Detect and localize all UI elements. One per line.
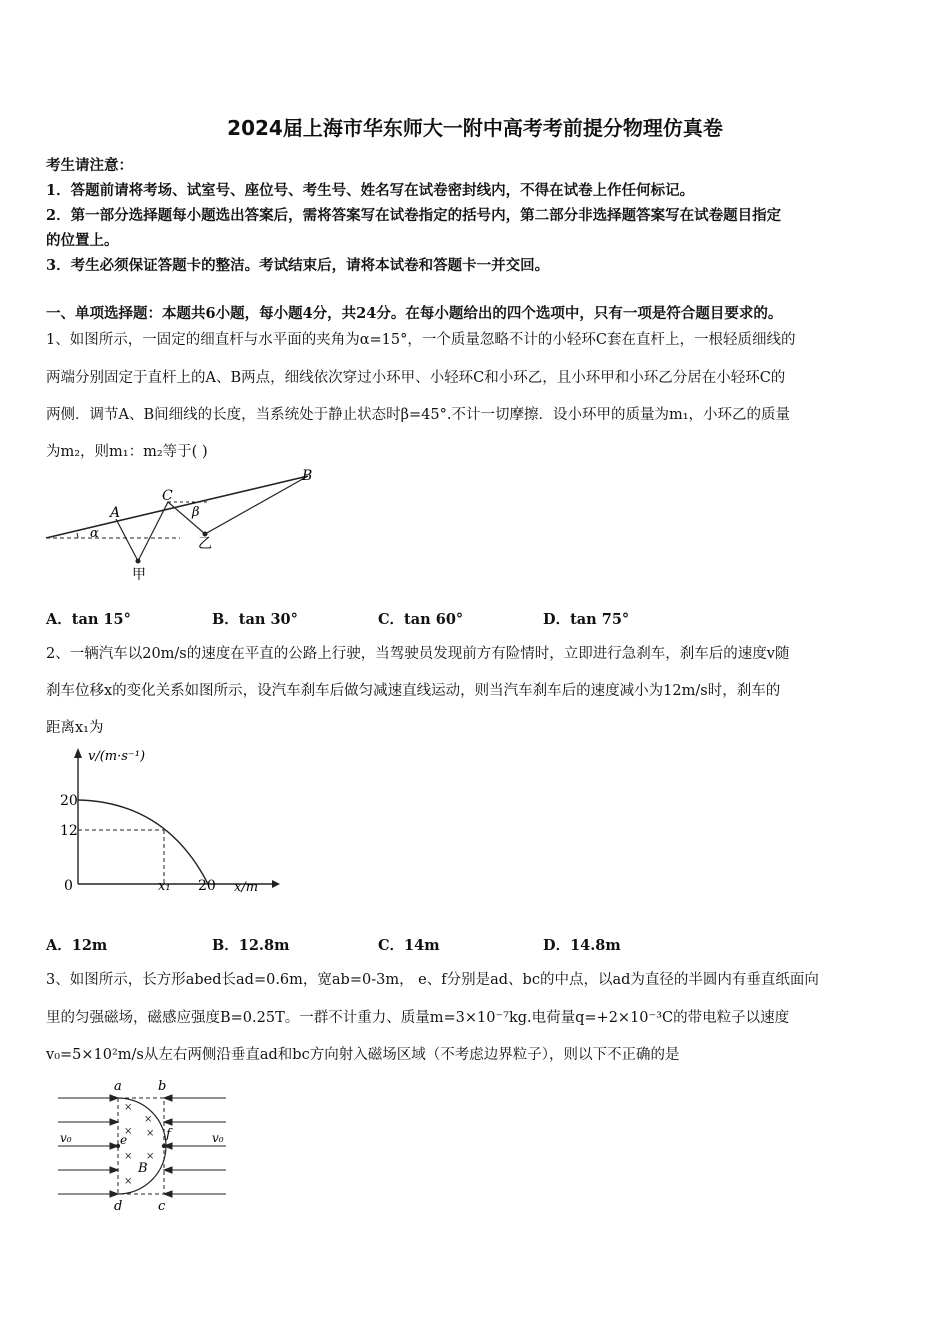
q3-label-d: d bbox=[114, 1199, 123, 1214]
q1-option-c[interactable]: C．tan 60° bbox=[378, 611, 464, 628]
q3-line-2: 里的匀强磁场，磁感应强度B=0.25T。一群不计重力、质量m=3×10⁻⁷kg.电荷量q=+2×10⁻³C的带电粒子以速度 bbox=[46, 1010, 790, 1026]
svg-text:×: × bbox=[144, 1114, 153, 1125]
q1-figure bbox=[40, 462, 330, 587]
q1-string bbox=[116, 476, 308, 561]
q1-label-alpha: α bbox=[90, 526, 99, 541]
q3-label-v0-right: v₀ bbox=[212, 1131, 224, 1145]
q1-option-a[interactable]: A．tan 15° bbox=[46, 611, 131, 628]
q1-label-a: A bbox=[110, 505, 121, 521]
q2-ylabel: v/(m·s⁻¹) bbox=[88, 749, 146, 764]
q3-line-1: 3、如图所示，长方形abed长ad=0.6m，宽ab=0-3m， e、f分别是ad、bc的中点，以ad为直径的半圆内有垂直纸面向 bbox=[46, 972, 819, 988]
q3-label-field-b: B bbox=[138, 1161, 148, 1176]
q1-label-beta: β bbox=[192, 505, 200, 520]
q3-left-beams bbox=[58, 1095, 118, 1197]
q3-label-b: b bbox=[158, 1079, 167, 1094]
q1-label-yi: 乙 bbox=[198, 536, 212, 552]
section-heading: 一、单项选择题：本题共6小题，每小题4分，共24分。在每小题给出的四个选项中，只有一项是符合题目要求的。 bbox=[46, 305, 783, 322]
q1-line-3: 两侧．调节A、B间细线的长度，当系统处于静止状态时β=45°.不计一切摩擦．设小环甲的质量为m₁，小环乙的质量 bbox=[46, 407, 791, 423]
svg-text:×: × bbox=[124, 1151, 133, 1162]
q1-rod bbox=[46, 476, 308, 538]
q3-label-f: f bbox=[166, 1127, 171, 1142]
q2-line-2: 刹车位移x的变化关系如图所示，设汽车刹车后做匀减速直线运动，则当汽车刹车后的速度减小为12m/s时，刹车的 bbox=[46, 683, 781, 699]
q2-tick-x20: 20 bbox=[198, 878, 216, 894]
notice-item-2: 2．第一部分选择题每小题选出答案后，需将答案写在试卷指定的括号内，第二部分非选择题答案写在试卷题目指定 bbox=[46, 207, 782, 224]
q2-xlabel: x/m bbox=[234, 880, 259, 895]
q3-label-c: c bbox=[158, 1199, 166, 1214]
q2-option-b[interactable]: B．12.8m bbox=[212, 937, 290, 954]
q1-option-d[interactable]: D．tan 75° bbox=[543, 611, 630, 628]
notice-item-1: 1．答题前请将考场、试室号、座位号、考生号、姓名写在试卷密封线内，不得在试卷上作任何标记。 bbox=[46, 182, 695, 199]
svg-text:×: × bbox=[124, 1126, 133, 1137]
svg-text:×: × bbox=[124, 1102, 133, 1113]
q3-label-e: e bbox=[120, 1133, 128, 1147]
notice-item-3: 3．考生必须保证答题卡的整洁。考试结束后，请将本试卷和答题卡一并交回。 bbox=[46, 257, 550, 274]
q2-tick-y20: 20 bbox=[60, 793, 78, 809]
svg-text:×: × bbox=[146, 1128, 155, 1139]
svg-text:×: × bbox=[146, 1151, 155, 1162]
q3-right-beams bbox=[164, 1095, 226, 1197]
q1-line-1: 1、如图所示，一固定的细直杆与水平面的夹角为α=15°，一个质量忽略不计的小轻环C套在直杆上，一根轻质细线的 bbox=[46, 332, 796, 348]
q2-line-1: 2、一辆汽车以20m/s的速度在平直的公路上行驶，当驾驶员发现前方有险情时，立即进行急刹车，刹车后的速度v随 bbox=[46, 646, 790, 662]
notice-heading: 考生请注意： bbox=[46, 157, 133, 174]
q2-tick-x1: x₁ bbox=[158, 879, 171, 894]
q2-tick-origin: 0 bbox=[64, 878, 73, 894]
q1-label-jia: 甲 bbox=[132, 567, 146, 583]
q1-ring-jia bbox=[136, 559, 141, 564]
q1-label-c: C bbox=[162, 488, 173, 504]
q3-label-a: a bbox=[114, 1079, 122, 1094]
q3-point-f bbox=[162, 1144, 166, 1148]
page-title: 2024届上海市华东师大一附中高考考前提分物理仿真卷 bbox=[227, 116, 723, 140]
q1-label-b: B bbox=[302, 468, 313, 484]
q2-figure bbox=[46, 740, 286, 908]
notice-item-2-cont: 的位置上。 bbox=[46, 232, 119, 249]
q3-label-v0-left: v₀ bbox=[60, 1131, 72, 1145]
q1-alpha-arc bbox=[77, 533, 78, 538]
q2-option-a[interactable]: A．12m bbox=[46, 937, 108, 954]
q2-option-c[interactable]: C．14m bbox=[378, 937, 440, 954]
q3-line-3: v₀=5×10²m/s从左右两侧沿垂直ad和bc方向射入磁场区域（不考虑边界粒子），则以下不正确的是 bbox=[46, 1047, 680, 1063]
q1-option-b[interactable]: B．tan 30° bbox=[212, 611, 298, 628]
q1-line-4: 为m₂，则m₁：m₂等于( ) bbox=[46, 444, 208, 460]
q2-option-d[interactable]: D．14.8m bbox=[543, 937, 621, 954]
q1-line-2: 两端分别固定于直杆上的A、B两点，细线依次穿过小环甲、小轻环C和小环乙，且小环甲和小环乙分居在小轻环C的 bbox=[46, 370, 786, 386]
svg-text:×: × bbox=[124, 1176, 133, 1187]
q3-figure bbox=[52, 1074, 232, 1214]
q2-line-3: 距离x₁为 bbox=[46, 720, 104, 736]
q2-tick-y12: 12 bbox=[60, 823, 78, 839]
